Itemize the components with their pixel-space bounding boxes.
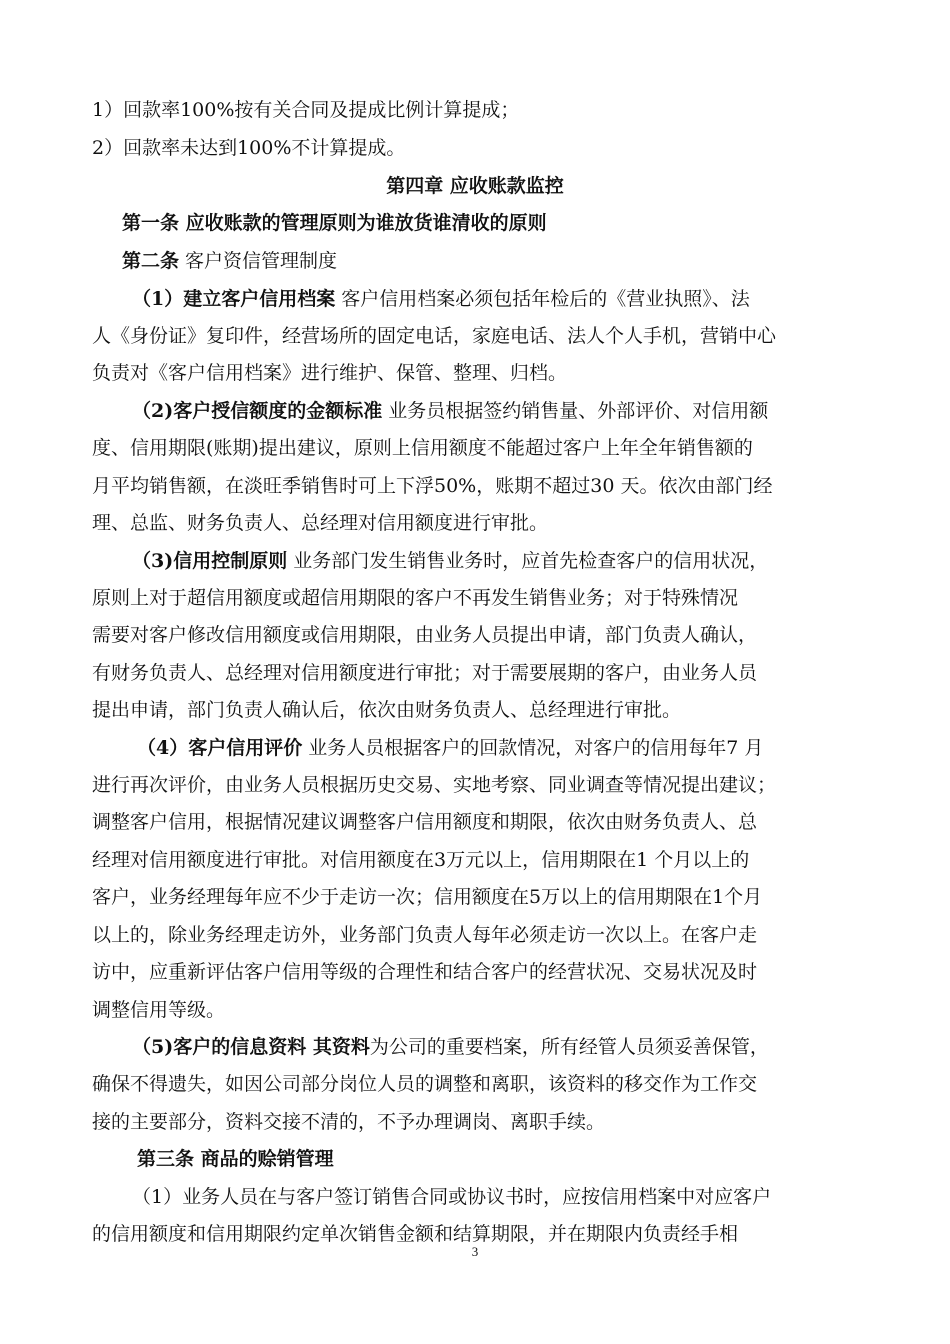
paragraph-line: 人《身份证》复印件，经营场所的固定电话，家庭电话、法人个人手机，营销中心 [92,325,777,347]
paragraph-line: 理、总监、财务负责人、总经理对信用额度进行审批。 [92,512,549,534]
paragraph-line: 原则上对于超信用额度或超信用期限的客户不再发生销售业务；对于特殊情况 [92,587,739,609]
paragraph-line: （3)信用控制原则 业务部门发生销售业务时，应首先检查客户的信用状况， [132,550,769,572]
paragraph-line: （2)客户授信额度的金额标准 业务员根据签约销售量、外部评价、对信用额 [132,400,769,422]
paragraph-line: 调整信用等级。 [92,999,226,1021]
article-heading: 第三条 商品的赊销管理 [137,1148,334,1170]
paragraph-line: （4）客户信用评价 业务人员根据客户的回款情况，对客户的信用每年7 月 [137,737,764,759]
paragraph-line: 负责对《客户信用档案》进行维护、保管、整理、归档。 [92,362,568,384]
paragraph-line: 调整客户信用，根据情况建议调整客户信用额度和期限，依次由财务负责人、总 [92,811,758,833]
paragraph-line: 的信用额度和信用期限约定单次销售金额和结算期限，并在期限内负责经手相 [92,1223,739,1245]
paragraph-line: 经理对信用额度进行审批。对信用额度在3万元以上，信用期限在1 个月以上的 [92,849,750,871]
paragraph-line: 1）回款率100%按有关合同及提成比例计算提成； [92,99,520,121]
paragraph-line: 2）回款率未达到100%不计算提成。 [92,137,406,159]
paragraph-line: 需要对客户修改信用额度或信用期限，由业务人员提出申请，部门负责人确认， [92,624,758,646]
paragraph-line: 客户，业务经理每年应不少于走访一次；信用额度在5万以上的信用期限在1个月 [92,886,763,908]
paragraph-line: 有财务负责人、总经理对信用额度进行审批；对于需要展期的客户，由业务人员 [92,662,758,684]
paragraph-line: 确保不得遗失，如因公司部分岗位人员的调整和离职，该资料的移交作为工作交 [92,1073,758,1095]
page-number: 3 [471,1244,479,1259]
paragraph-line: （1）建立客户信用档案 客户信用档案必须包括年检后的《营业执照》、法 [132,288,750,310]
paragraph-line: 度、信用期限(账期)提出建议，原则上信用额度不能超过客户上年全年销售额的 [92,437,753,459]
paragraph-line: 接的主要部分，资料交接不清的，不予办理调岗、离职手续。 [92,1111,606,1133]
paragraph-line: （1）业务人员在与客户签订销售合同或协议书时，应按信用档案中对应客户 [132,1186,772,1208]
paragraph-line: 提出申请，部门负责人确认后，依次由财务负责人、总经理进行审批。 [92,699,682,721]
chapter-heading: 第四章 应收账款监控 [386,175,564,197]
paragraph-line: 进行再次评价，由业务人员根据历史交易、实地考察、同业调查等情况提出建议； [92,774,777,796]
paragraph-line: 访中，应重新评估客户信用等级的合理性和结合客户的经营状况、交易状况及时 [92,961,758,983]
paragraph-line: （5)客户的信息资料 其资料为公司的重要档案，所有经管人员须妥善保管， [132,1036,769,1058]
article-heading: 第二条 客户资信管理制度 [122,250,338,272]
paragraph-line: 月平均销售额，在淡旺季销售时可上下浮50%，账期不超过30 天。依次由部门经 [92,475,773,497]
paragraph-line: 以上的，除业务经理走访外，业务部门负责人每年必须走访一次以上。在客户走 [92,924,758,946]
article-heading: 第一条 应收账款的管理原则为谁放货谁清收的原则 [122,212,547,234]
